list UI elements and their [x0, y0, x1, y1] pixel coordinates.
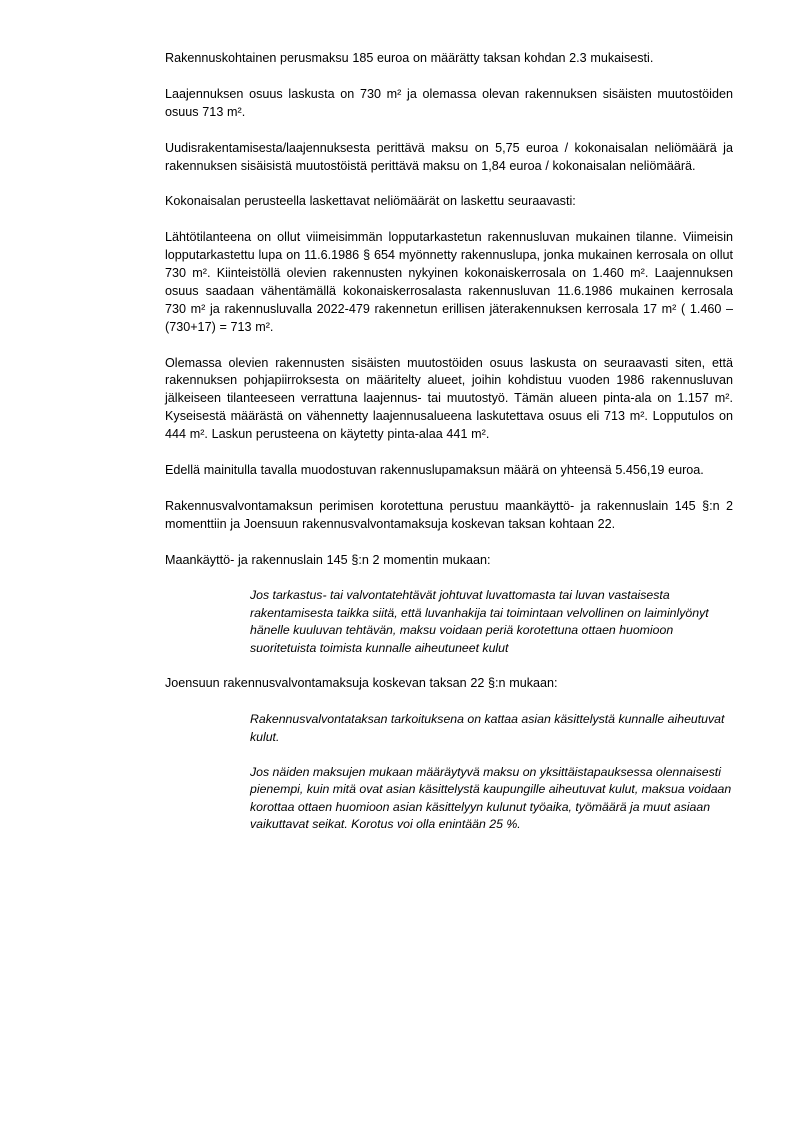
quote-law-145: Jos tarkastus- tai valvontatehtävät johtuvat luvattomasta tai luvan vastaisesta rakentamisesta taikka siitä, että luvanhakija tai toimintaan velvollinen on laiminlyönyt hänelle kuuluvan tehtävän, maksu voidaan periä korotettuna ottaen huomioon suoritetuista toimista kunnalle aiheutuneet kulut — [250, 588, 709, 655]
paragraph-starting-situation: Lähtötilanteena on ollut viimeisimmän lopputarkastetun rakennusluvan mukainen tilanne. Viimeisin lopputarkastettu lupa on 11.6.1986 § 654 myönnetty rakennuslupa, jonka mukainen kerrosala on ollut 730 m². Kiinteistöllä olevien rakennusten nykyinen kokonaiskerrosala on 1.460 m². Laajennuksen osuus saadaan vähentämällä kokonaiskerrosalasta rakennusluvan 11.6.1986 mukainen kerrosala 730 m² ja rakennusluvalla 2022-479 rakennetun erillisen jäterakennuksen kerrosala 17 m² ( 1.460 – (730+17) = 713 m². — [165, 230, 733, 334]
quote-taksa-increase: Jos näiden maksujen mukaan määräytyvä maksu on yksittäistapauksessa olennaisesti pienempi, kuin mitä ovat asian käsittelystä kaupungille aiheutuvat kulut, maksua voidaan korottaa ottaen huomioon asian käsittelyyn kulunut työaika, työmäärä ja muut asiaan vaikuttavat seikat. Korotus voi olla enintään 25 %. — [250, 764, 732, 832]
paragraph-unit-prices: Uudisrakentamisesta/laajennuksesta perittävä maksu on 5,75 euroa / kokonaisalan neliömäärä ja rakennuksen sisäisistä muutostöistä perittävä maksu on 1,84 euroa / kokonaisalan neliömäärä. — [165, 140, 733, 173]
paragraph-extension-share: Laajennuksen osuus laskusta on 730 m² ja olemassa olevan rakennuksen sisäisten muutostöiden osuus 713 m². — [165, 86, 733, 119]
paragraph-legal-basis: Rakennusvalvontamaksun perimisen korotettuna perustuu maankäyttö- ja rakennuslain 145 §:n 2 momenttiin ja Joensuun rakennusvalvontamaksuja koskevan taksan kohtaan 22. — [165, 498, 733, 531]
paragraph-total-amount: Edellä mainitulla tavalla muodostuvan rakennuslupamaksun määrä on yhteensä 5.456,19 euroa. — [165, 462, 704, 477]
document-body — [165, 50, 733, 834]
paragraph-internal-changes: Olemassa olevien rakennusten sisäisten muutostöiden osuus laskusta on seuraavasti siten, että rakennuksen pohjapiirroksesta on määritelty alueet, joihin kohdistuu vuoden 1986 rakennusluvan jälkeiseen tilanteeseen verrattuna laajennus- tai muutostyö. Tämän alueen pinta-ala on 1.157 m². Kyseisestä määrästä on vähennetty laajennusalueena laskutettava osuus eli 713 m². Lopputulos on 444 m². Laskun perusteena on käytetty pinta-alaa 441 m². — [165, 355, 733, 441]
paragraph-base-fee: Rakennuskohtainen perusmaksu 185 euroa on määrätty taksan kohdan 2.3 mukaisesti. — [165, 51, 654, 65]
paragraph-calculation-intro: Kokonaisalan perusteella laskettavat neliömäärät on laskettu seuraavasti: — [165, 194, 576, 209]
paragraph-law-intro: Maankäyttö- ja rakennuslain 145 §:n 2 momentin mukaan: — [165, 552, 491, 567]
quote-taksa-purpose: Rakennusvalvontataksan tarkoituksena on kattaa asian käsittelystä kunnalle aiheutuvat kulut. — [250, 712, 725, 744]
paragraph-taksa-intro: Joensuun rakennusvalvontamaksuja koskevan taksan 22 §:n mukaan: — [165, 676, 558, 691]
